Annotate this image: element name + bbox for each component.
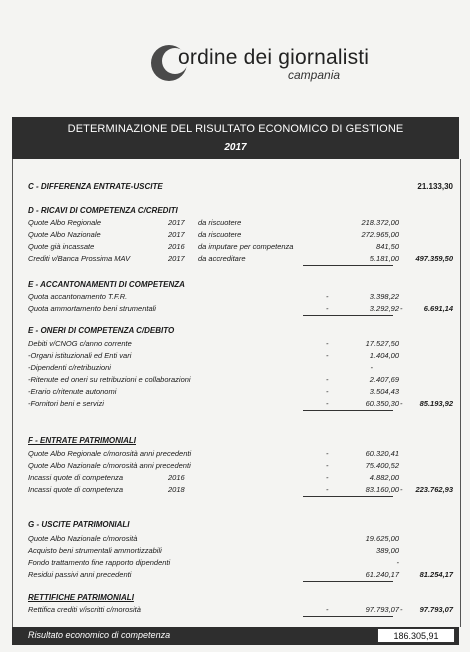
section-r-total: 97.793,07 — [419, 605, 453, 614]
row-label: Residui passivi anni precedenti — [28, 570, 132, 579]
logo-subtitle: campania — [288, 68, 341, 82]
row-label: Quote Albo Regionale c/morosità anni precedenti — [28, 449, 192, 458]
row-year: 2016 — [168, 242, 185, 251]
table-row — [28, 351, 453, 363]
row-sign: - — [326, 461, 329, 470]
result-value: 186.305,91 — [377, 628, 455, 643]
table-row — [28, 605, 453, 617]
row-amount: 75.400,52 — [365, 461, 399, 470]
row-separator: - — [400, 485, 403, 494]
table-row — [28, 218, 453, 230]
report-year: 2017 — [224, 142, 247, 153]
report-header — [12, 117, 459, 159]
row-amount: - — [370, 363, 373, 372]
row-sign: - — [326, 339, 329, 348]
row-amount: 3.398,22 — [369, 292, 399, 301]
section-f-title: F - ENTRATE PATRIMONIALI — [28, 436, 136, 445]
row-label: -Ritenute ed oneri su retribuzioni e collaborazioni — [28, 375, 191, 384]
row-sign: - — [326, 375, 329, 384]
row-separator: - — [400, 304, 403, 313]
row-label: -Dipendenti c/retribuzioni — [28, 363, 111, 372]
row-sign: - — [326, 304, 329, 313]
section-f-total: 223.762,93 — [415, 485, 453, 494]
row-note: da accreditare — [198, 254, 246, 263]
row-sign: - — [326, 605, 329, 614]
row-sign: - — [326, 387, 329, 396]
row-sign: - — [326, 449, 329, 458]
table-row — [28, 461, 453, 473]
row-amount: 60.320,41 — [365, 449, 399, 458]
row-year: 2017 — [168, 254, 185, 263]
row-sign: - — [326, 351, 329, 360]
section-e1-total: 6.691,14 — [423, 304, 453, 313]
row-label: Quote Albo Nazionale — [28, 230, 101, 239]
row-sign: - — [326, 485, 329, 494]
result-bar — [12, 627, 459, 645]
row-amount: 83.160,00 — [365, 485, 399, 494]
section-e1-title: E - ACCANTONAMENTI DI COMPETENZA — [28, 280, 185, 289]
table-row — [28, 387, 453, 399]
row-amount: 60.350,30 — [365, 399, 399, 408]
row-amount: 841,50 — [376, 242, 399, 251]
report-title: DETERMINAZIONE DEL RISULTATO ECONOMICO DI GESTIONE — [67, 123, 404, 135]
row-label: Quote Albo Nazionale c/morosità — [28, 534, 138, 543]
table-row — [28, 546, 453, 558]
section-c-total: 21.133,30 — [417, 182, 453, 191]
row-amount: 2.407,69 — [369, 375, 399, 384]
table-row — [28, 292, 453, 304]
logo-text: ordine dei giornalisti — [178, 46, 370, 69]
row-amount: 3.292,92 — [369, 304, 399, 313]
section-e2-total: 85.193,92 — [419, 399, 453, 408]
row-label: Fondo trattamento fine rapporto dipendenti — [28, 558, 171, 567]
row-separator: - — [400, 605, 403, 614]
row-label: -Fornitori beni e servizi — [28, 399, 104, 408]
table-row — [28, 534, 453, 546]
table-row — [28, 570, 453, 582]
row-sign: - — [326, 473, 329, 482]
row-year: 2017 — [168, 230, 185, 239]
row-amount: 17.527,50 — [365, 339, 399, 348]
row-amount: 97.793,07 — [365, 605, 399, 614]
table-row — [28, 375, 453, 387]
row-label: Crediti v/Banca Prossima MAV — [28, 254, 131, 263]
row-label: Rettifica crediti v/iscritti c/morosità — [28, 605, 141, 614]
row-amount: 5.181,00 — [369, 254, 399, 263]
section-g-total: 81.254,17 — [419, 570, 453, 579]
row-amount: 389,00 — [376, 546, 399, 555]
table-row — [28, 242, 453, 254]
row-year: 2018 — [168, 485, 185, 494]
section-d-title: D - RICAVI DI COMPETENZA C/CREDITI — [28, 206, 178, 215]
table-row — [28, 449, 453, 461]
row-year: 2016 — [168, 473, 185, 482]
row-label: -Organi istituzionali ed Enti vari — [28, 351, 132, 360]
table-row — [28, 363, 453, 375]
section-d-total: 497.359,50 — [415, 254, 453, 263]
row-amount: 218.372,00 — [361, 218, 399, 227]
row-label: Quote già incassate — [28, 242, 95, 251]
row-amount: 272.965,00 — [361, 230, 399, 239]
row-amount: 19.625,00 — [365, 534, 399, 543]
row-amount: 1.404,00 — [369, 351, 399, 360]
result-label: Risultato economico di competenza — [28, 630, 171, 640]
row-note: da imputare per competenza — [198, 242, 294, 251]
row-label: Incassi quote di competenza — [28, 485, 124, 494]
row-label: Quote Albo Nazionale c/morosità anni precedenti — [28, 461, 191, 470]
table-row — [28, 254, 453, 266]
row-amount: 4.882,00 — [369, 473, 399, 482]
row-separator: - — [400, 399, 403, 408]
section-g-title: G - USCITE PATRIMONIALI — [28, 520, 130, 529]
logo — [150, 42, 370, 92]
row-amount: 61.240,17 — [365, 570, 399, 579]
table-row — [28, 558, 453, 570]
row-sign: - — [326, 399, 329, 408]
row-amount: - — [396, 558, 399, 567]
row-year: 2017 — [168, 218, 185, 227]
row-label: Incassi quote di competenza — [28, 473, 124, 482]
section-r-title: RETTIFICHE PATRIMONIALI — [28, 593, 134, 602]
table-row — [28, 485, 453, 497]
table-row — [28, 230, 453, 242]
row-label: Quote Albo Regionale — [28, 218, 102, 227]
row-amount: 3.504,43 — [369, 387, 399, 396]
row-note: da riscuotere — [198, 218, 242, 227]
row-note: da riscuotere — [198, 230, 242, 239]
row-sign: - — [326, 292, 329, 301]
table-row — [28, 339, 453, 351]
section-e2-title: E - ONERI DI COMPETENZA C/DEBITO — [28, 326, 175, 335]
table-row — [28, 399, 453, 411]
row-label: Acquisto beni strumentali ammortizzabili — [28, 546, 162, 555]
table-row — [28, 304, 453, 316]
section-c-title: C - DIFFERENZA ENTRATE-USCITE — [28, 182, 163, 191]
row-label: Debiti v/CNOG c/anno corrente — [28, 339, 132, 348]
row-label: Quota ammortamento beni strumentali — [28, 304, 156, 313]
table-row — [28, 473, 453, 485]
row-label: -Erario c/ritenute autonomi — [28, 387, 117, 396]
row-label: Quota accantonamento T.F.R. — [28, 292, 128, 301]
